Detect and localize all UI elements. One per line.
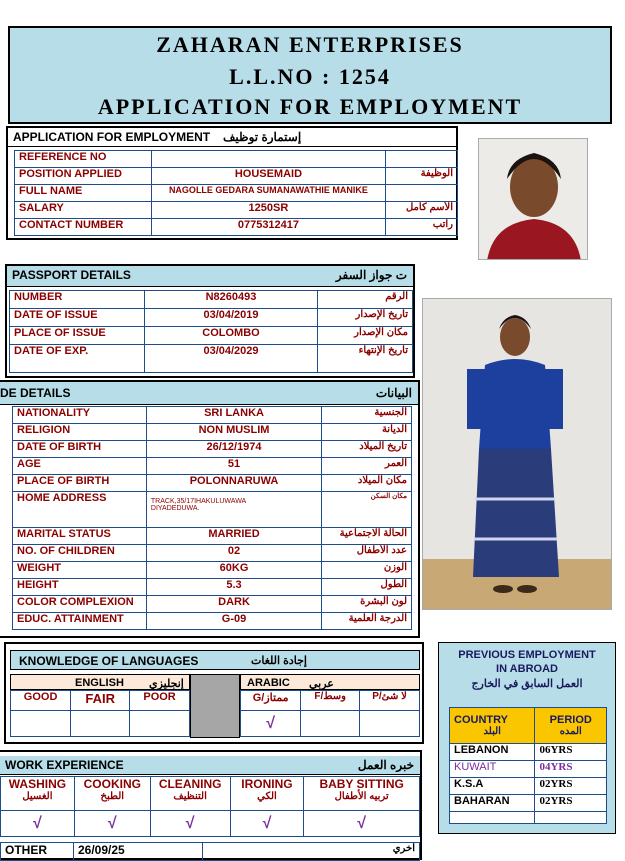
application-section bbox=[6, 126, 458, 240]
languages-section bbox=[4, 642, 424, 744]
country-header: COUNTRY البلد bbox=[450, 708, 535, 744]
poor-label: POOR bbox=[130, 691, 190, 711]
table-row: AGE 51 العمر bbox=[13, 458, 412, 475]
arabic-levels bbox=[240, 690, 420, 737]
passport-table bbox=[9, 290, 413, 373]
application-title-ar: إستمارة توظيف bbox=[223, 130, 302, 144]
other-value: 26/09/25 bbox=[74, 843, 203, 861]
table-row: FULL NAME NAGOLLE GEDARA SUMANAWATHIE MANIKE bbox=[15, 185, 458, 202]
table-row: REFERENCE NO bbox=[15, 151, 458, 168]
address-line-2: DIYADEDUWA. bbox=[150, 505, 200, 512]
application-title: APPLICATION FOR EMPLOYMENT bbox=[13, 130, 211, 144]
skill-washing: WASHING الغسيل bbox=[1, 777, 75, 811]
good-label: GOOD bbox=[11, 691, 71, 711]
washing-check: √ bbox=[1, 811, 75, 837]
work-title: WORK EXPERIENCE bbox=[5, 758, 124, 772]
passport-section bbox=[5, 264, 415, 378]
other-row bbox=[0, 842, 420, 861]
license-number: L.L.NO : 1254 bbox=[229, 64, 391, 89]
table-row: DATE OF ISSUE 03/04/2019 تاريخ الإصدار bbox=[10, 309, 413, 327]
full-body-photo bbox=[422, 298, 612, 610]
table-row: NUMBER N8260493 الرقم bbox=[10, 291, 413, 309]
table-row: MARITAL STATUS MARRIED الحالة الاجتماعية bbox=[13, 528, 412, 545]
table-row: SALARY 1250SR الأسم كامل bbox=[15, 202, 458, 219]
cleaning-check: √ bbox=[150, 811, 230, 837]
table-row: CONTACT NUMBER 0775312417 راتب bbox=[15, 219, 458, 236]
work-table bbox=[0, 776, 420, 837]
form-title: APPLICATION FOR EMPLOYMENT bbox=[97, 94, 523, 119]
header-banner bbox=[8, 26, 612, 124]
passport-title-ar: ت جواز السفر bbox=[335, 268, 407, 282]
table-row: HEIGHT 5.3 الطول bbox=[13, 579, 412, 596]
table-row: DATE OF BIRTH 26/12/1974 تاريخ الميلاد bbox=[13, 441, 412, 458]
languages-title-ar: إجادة اللغات bbox=[251, 655, 307, 667]
details-table bbox=[12, 406, 412, 630]
table-row: WEIGHT 60KG الوزن bbox=[13, 562, 412, 579]
table-row: KUWAIT 04YRS bbox=[450, 761, 607, 778]
passport-title: PASSPORT DETAILS bbox=[12, 268, 131, 282]
arabic-label: ARABIC bbox=[247, 677, 290, 689]
arabic-good-label: G/ممتاز bbox=[241, 691, 301, 711]
skill-cleaning: CLEANING التنظيف bbox=[150, 777, 230, 811]
address-line-1: TRACK,35/17IHAKULUWAWA bbox=[150, 498, 247, 505]
application-table bbox=[14, 150, 458, 236]
table-row: COLOR COMPLEXION DARK لون البشرة bbox=[13, 596, 412, 613]
cooking-check: √ bbox=[74, 811, 150, 837]
english-label-ar: إنجليزي bbox=[149, 678, 184, 690]
work-title-ar: خبره العمل bbox=[357, 758, 414, 772]
baby-sitting-check: √ bbox=[304, 811, 420, 837]
work-section bbox=[0, 750, 422, 860]
table-row: NATIONALITY SRI LANKA الجنسية bbox=[13, 407, 412, 424]
table-row: LEBANON 06YRS bbox=[450, 744, 607, 761]
skill-cooking: COOKING الطبخ bbox=[74, 777, 150, 811]
languages-title: KNOWLEDGE OF LANGUAGES bbox=[19, 654, 199, 668]
table-row: NO. OF CHILDREN 02 عدد الأطفال bbox=[13, 545, 412, 562]
previous-employment-section bbox=[438, 642, 616, 834]
other-label: OTHER bbox=[1, 843, 74, 861]
ironing-check: √ bbox=[230, 811, 304, 837]
arabic-poor-label: P/لا شئ bbox=[360, 691, 420, 711]
details-title-ar: البيانات bbox=[375, 386, 412, 400]
table-row: POSITION APPLIED HOUSEMAID الوظيفة bbox=[15, 168, 458, 185]
previous-title-2: IN ABROAD bbox=[496, 663, 558, 675]
skill-baby-sitting: BABY SITTING تربيه الأطفال bbox=[304, 777, 420, 811]
table-row: DATE OF EXP. 03/04/2029 تاريخ الإنتهاء bbox=[10, 345, 413, 373]
table-row: BAHARAN 02YRS bbox=[450, 795, 607, 812]
details-section bbox=[0, 380, 420, 638]
table-row: PLACE OF BIRTH POLONNARUWA مكان الميلاد bbox=[13, 475, 412, 492]
portrait-photo bbox=[478, 138, 588, 260]
previous-table bbox=[449, 707, 607, 824]
fair-label: FAIR bbox=[71, 691, 130, 711]
arabic-fair-label: F/وسط bbox=[301, 691, 360, 711]
arabic-good-check: √ bbox=[241, 711, 301, 737]
table-row: PLACE OF ISSUE COLOMBO مكان الإصدار bbox=[10, 327, 413, 345]
language-divider bbox=[190, 674, 240, 738]
english-levels bbox=[10, 690, 190, 737]
arabic-label-ar: عربي bbox=[309, 678, 334, 690]
details-title: DE DETAILS bbox=[0, 386, 71, 400]
table-row: RELIGION NON MUSLIM الديانة bbox=[13, 424, 412, 441]
company-name: ZAHARAN ENTERPRISES bbox=[156, 32, 464, 57]
other-label-ar: أخري bbox=[203, 843, 420, 861]
table-row: HOME ADDRESS TRACK,35/17IHAKULUWAWA DIYADEDUWA. مكان السكن bbox=[13, 492, 412, 528]
table-row: K.S.A 02YRS bbox=[450, 778, 607, 795]
table-row: EDUC. ATTAINMENT G-09 الدرجة العلمية bbox=[13, 613, 412, 630]
english-label: ENGLISH bbox=[75, 677, 124, 689]
period-header: PERIOD المده bbox=[535, 708, 607, 744]
previous-title-ar: العمل السابق في الخارج bbox=[471, 678, 583, 690]
previous-title-1: PREVIOUS EMPLOYMENT bbox=[458, 649, 596, 661]
skill-ironing: IRONING الكي bbox=[230, 777, 304, 811]
